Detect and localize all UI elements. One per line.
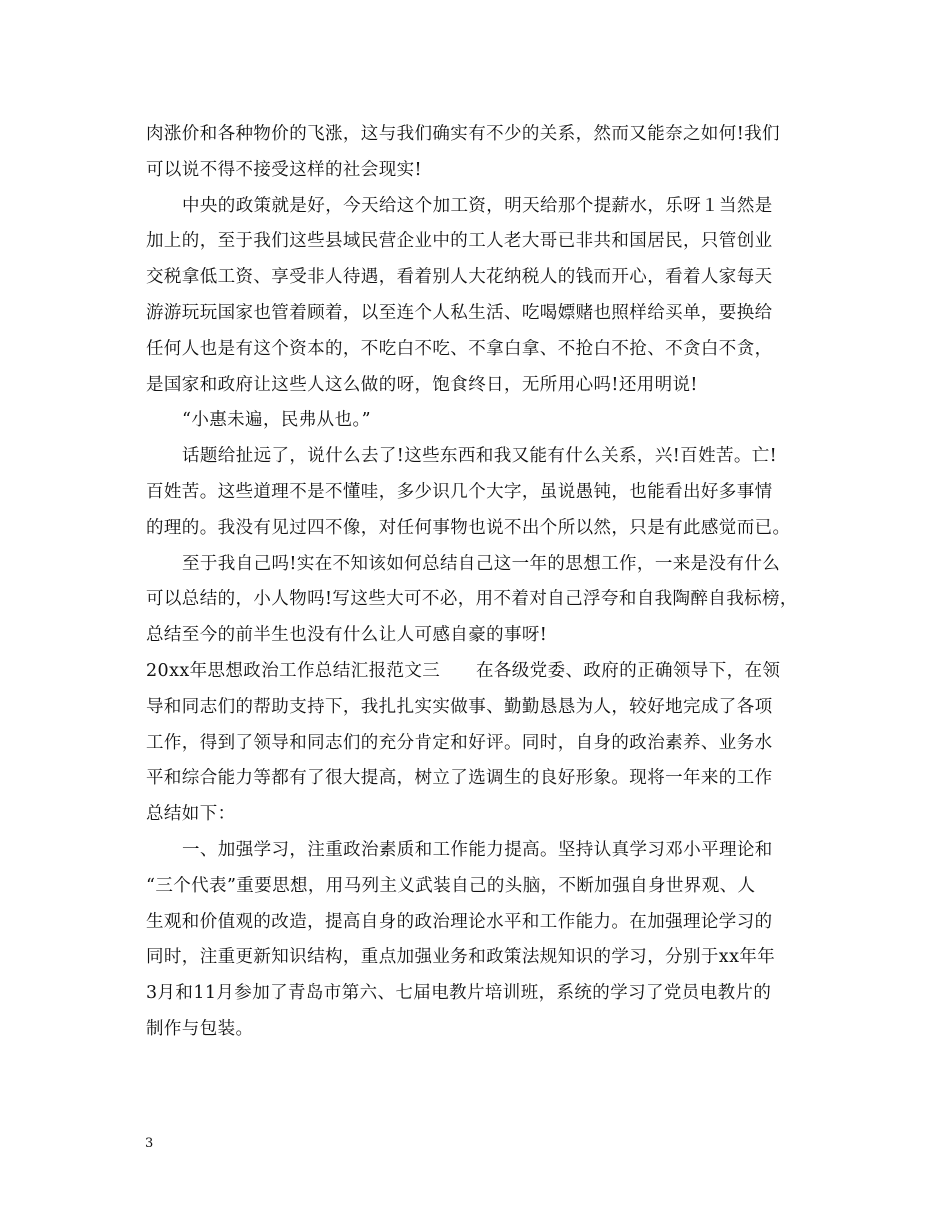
text-line: 话题给扯远了，说什么去了!这些东西和我又能有什么关系，兴!百姓苦。亡!: [182, 446, 778, 467]
text-line: 总结至今的前半生也没有什么让人可感自豪的事呀!: [146, 625, 548, 646]
text-line: 总结如下：: [146, 804, 236, 825]
text-line: 制作与包装。: [146, 1018, 254, 1039]
text-line: 工作，得到了领导和同志们的充分肯定和好评。同时，自身的政治素养、业务水: [146, 732, 773, 753]
text-line: “三个代表”重要思想，用马列主义武装自己的头脑，不断加强自身世界观、人: [146, 875, 756, 896]
text-line: 生观和价值观的改造，提高自身的政治理论水平和工作能力。在加强理论学习的: [146, 911, 773, 932]
text-line: 至于我自己吗!实在不知该如何总结自己这一年的思想工作，一来是没有什么: [182, 553, 781, 574]
text-line: 游游玩玩国家也管着顾着，以至连个人私生活、吃喝嫖赌也照样给买单，要换给: [146, 302, 773, 323]
text-line: 是国家和政府让这些人这么做的呀，饱食终日，无所用心吗!还用明说!: [146, 374, 698, 395]
text-line: 中央的政策就是好，今天给这个加工资，明天给那个提薪水，乐呀１当然是: [182, 195, 773, 216]
text-line: 20xx年思想政治工作总结汇报范文三 在各级党委、政府的正确领导下，在领: [146, 660, 781, 681]
text-line: 可以总结的，小人物吗!写这些大可不必，用不着对自己浮夸和自我陶醉自我标榜，: [146, 589, 798, 610]
text-line: 一、加强学习，注重政治素质和工作能力提高。坚持认真学习邓小平理论和: [182, 839, 773, 860]
text-line: 的理的。我没有见过四不像，对任何事物也说不出个所以然，只是有此感觉而已。: [146, 517, 791, 538]
text-line: 肉涨价和各种物价的飞涨，这与我们确实有不少的关系，然而又能奈之如何!我们: [146, 124, 780, 144]
document-body: [146, 117, 836, 1048]
text-line: 平和综合能力等都有了很大提高，树立了选调生的良好形象。现将一年来的工作: [146, 768, 773, 789]
text-line: “小惠未遍，民弗从也。”: [182, 410, 371, 431]
text-line: 3月和11月参加了青岛市第六、七届电教片培训班，系统的学习了党员电教片的: [146, 983, 772, 1004]
text-line: 百姓苦。这些道理不是不懂哇，多少识几个大字，虽说愚钝，也能看出好多事情: [146, 481, 773, 502]
text-line: 加上的，至于我们这些县域民营企业中的工人老大哥已非共和国居民，只管创业: [146, 231, 773, 252]
text-line: 可以说不得不接受这样的社会现实!: [146, 159, 422, 180]
text-line: 导和同志们的帮助支持下，我扎扎实实做事、勤勤恳恳为人，较好地完成了各项: [146, 696, 773, 717]
page-number: 3: [145, 1136, 154, 1151]
text-line: 同时，注重更新知识结构，重点加强业务和政策法规知识的学习，分别于xx年年: [146, 947, 776, 968]
text-line: 任何人也是有这个资本的，不吃白不吃、不拿白拿、不抢白不抢、不贪白不贪，: [146, 338, 773, 359]
text-line: 交税拿低工资、享受非人待遇，看着别人大花纳税人的钱而开心，看着人家每天: [146, 267, 773, 288]
